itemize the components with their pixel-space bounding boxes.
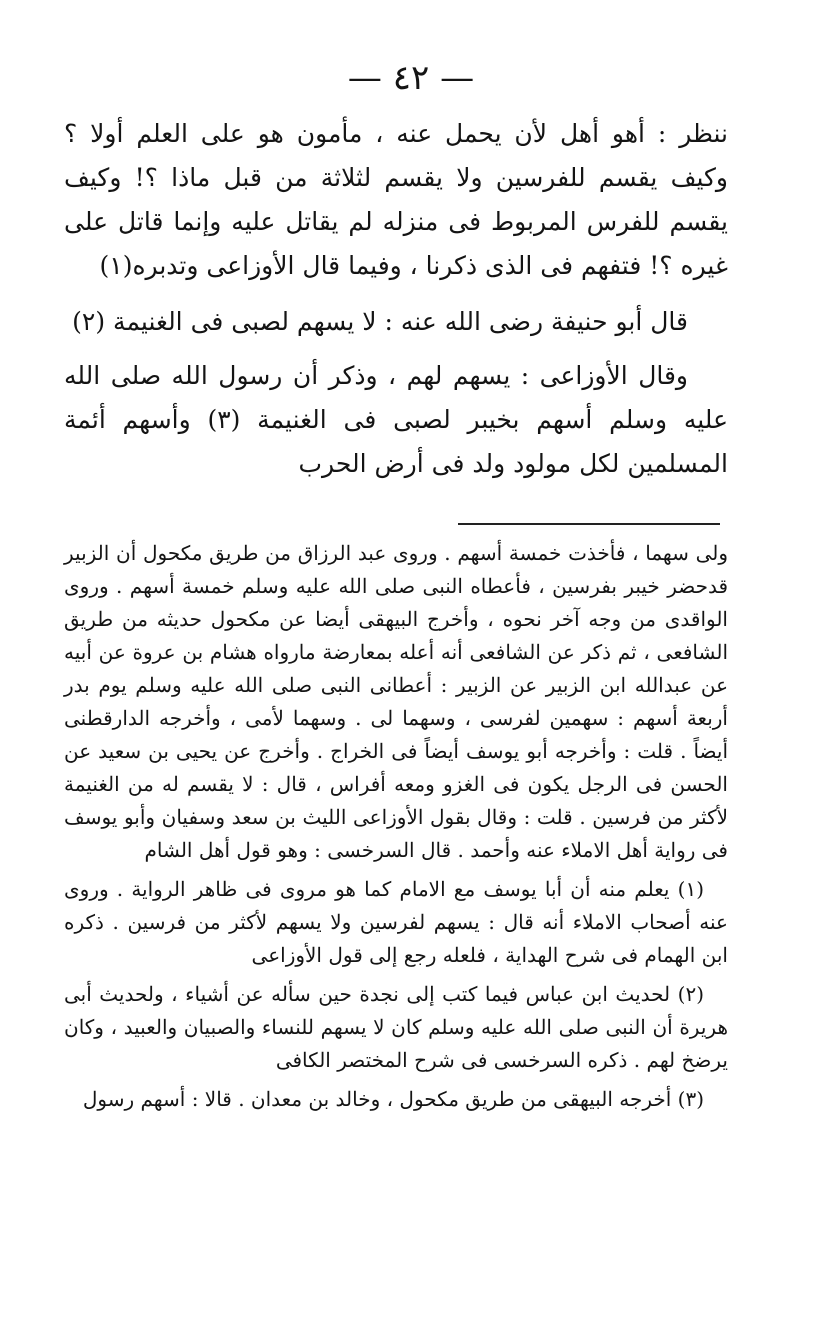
footnote-3: (٣) أخرجه البيهقى من طريق مكحول ، وخالد بن معدان . قالا : أسهم رسول xyxy=(82,1087,704,1111)
footnotes xyxy=(64,537,728,1116)
footnote-1: (١) يعلم منه أن أبا يوسف مع الامام كما هو مروى فى ظاهر الرواية . وروى عنه أصحاب الاملاء أنه قال : يسهم لفرسين ولا يسهم لأكثر من فرسين . ذكره ابن الهمام فى شرح الهداية ، فلعله رجع إلى قول الأوزاعى xyxy=(64,877,728,967)
paragraph-3: وقال الأوزاعى : يسهم لهم ، وذكر أن رسول الله صلى الله عليه وسلم أسهم بخيبر لصبى فى الغنيمة (٣) وأسهم أئمة المسلمين لكل مولود ولد فى أرض الحرب xyxy=(64,361,728,478)
main-text xyxy=(64,112,728,486)
footnote-2: (٢) لحديث ابن عباس فيما كتب إلى نجدة حين سأله عن أشياء ، ولحديث أبى هريرة أن النبى صلى الله عليه وسلم كان لا يسهم للنساء والصبيان والعبيد ، وكان يرضخ لهم . ذكره السرخسى فى شرح المختصر الكافى xyxy=(64,982,728,1072)
footnote-divider xyxy=(458,523,720,525)
footnote-continuation: ولى سهما ، فأخذت خمسة أسهم . وروى عبد الرزاق من طريق مكحول أن الزبير قدحضر خيبر بفرسين ، فأعطاه النبى صلى الله عليه وسلم خمسة أسهم . وروى الواقدى من وجه آخر نحوه ، وأخرج البيهقى أيضا عن مكحول حديثه من طريق الشافعى ، ثم ذكر عن الشافعى أنه أعله بمعارضة مارواه هشام بن عروة عن أبيه عن عبدالله ابن الزبير عن الزبير : أعطانى النبى صلى الله عليه وسلم يوم بدر أربعة أسهم : سهمين لفرسى ، وسهما لى . وسهما لأمى ، وأخرجه الدارقطنى أيضاً . قلت : وأخرجه أبو يوسف أيضاً فى الخراج . وأخرج عن يحيى بن سعيد عن الحسن فى الرجل يكون فى الغزو ومعه أفراس ، قال : لا يقسم له من الغنيمة لأكثر من فرسين . قلت : وقال بقول الأوزاعى الليث بن سعد وسفيان وأبو يوسف فى رواية أهل الاملاء عنه وأحمد . قال السرخسى : وهو قول أهل الشام xyxy=(64,541,728,862)
paragraph-2: قال أبو حنيفة رضى الله عنه : لا يسهم لصبى فى الغنيمة (٢) xyxy=(72,307,688,336)
page-number: — ٤٢ — xyxy=(347,58,475,98)
paragraph-1: ننظر : أهو أهل لأن يحمل عنه ، مأمون هو على العلم أولا ؟ وكيف يقسم للفرسين ولا يقسم لثلاثة من قبل ماذا ؟! وكيف يقسم للفرس المربوط فى منزله لم يقاتل عليه وإنما قاتل على غيره ؟! فتفهم فى الذى ذكرنا ، وفيما قال الأوزاعى وتدبره(١) xyxy=(64,119,728,280)
